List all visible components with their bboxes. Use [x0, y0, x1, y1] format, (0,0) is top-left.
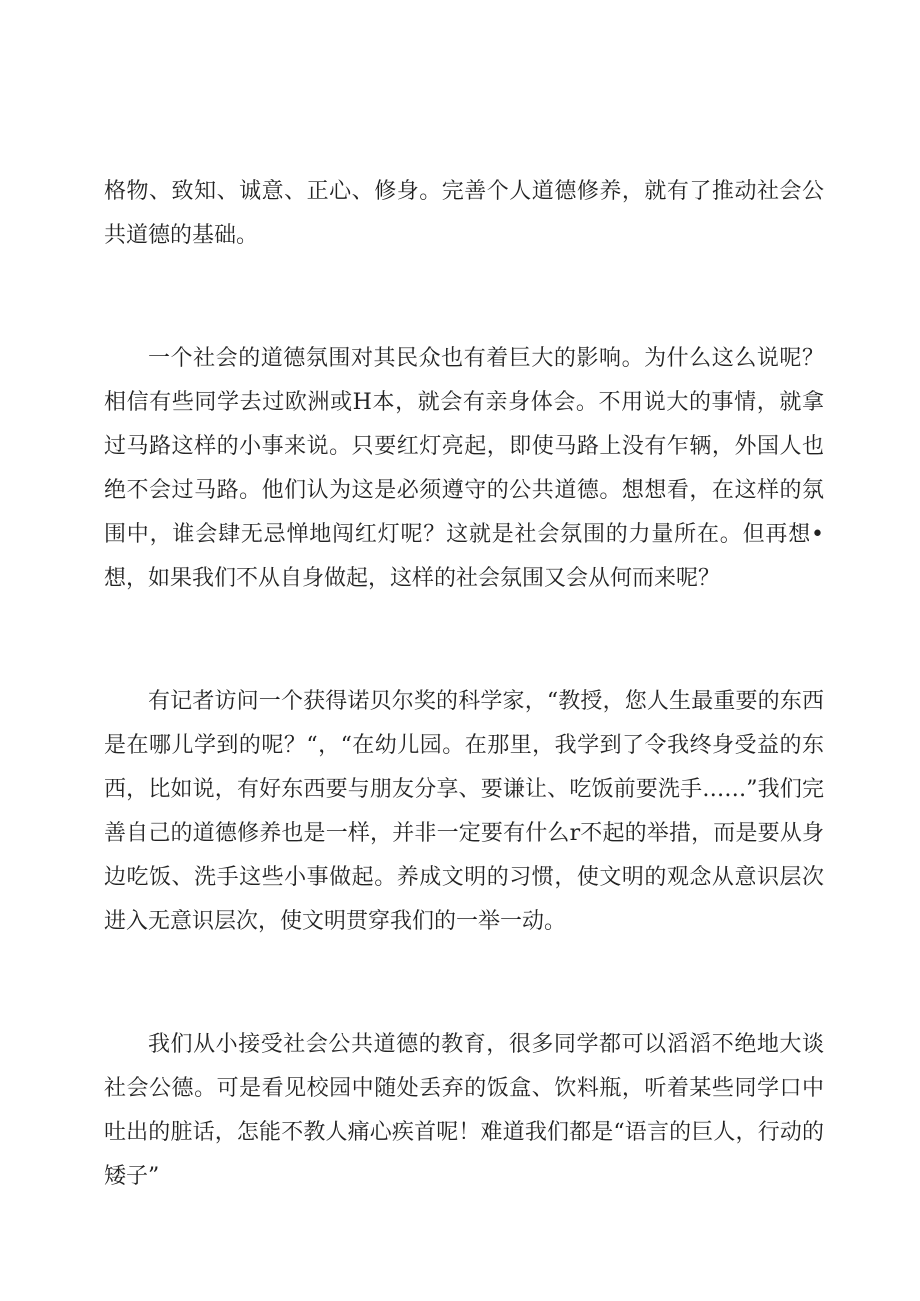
document-body — [104, 170, 824, 1199]
paragraph-public-morality: 我们从小接受社会公共道德的教育，很多同学都可以滔滔不绝地大谈社会公德。可是看见校园中随处丢弃的饭盒、饮料瓶，听着某些同学口中吐出的脏话，怎能不教人痛心疾首呢！难道我们都是“语言的巨人，行动的矮子” — [104, 1032, 824, 1189]
paragraph-continuation: 格物、致知、诚意、正心、修身。完善个人道德修养，就有了推动社会公共道德的基础。 — [104, 179, 824, 248]
paragraph-nobel-scientist: 有记者访问一个获得诺贝尔奖的科学家，“教授，您人生最重要的东西是在哪儿学到的呢？“，“在幼儿园。在那里，我学到了令我终身受益的东西，比如说，有好东西要与朋友分享、要谦让、吃饭前要洗手……”我们完善自己的道德修养也是一样，并非一定要有什么r不起的举措，而是要从身边吃饭、洗手这些小事做起。养成文明的习惯，使文明的观念从意识层次进入无意识层次，使文明贯穿我们的一举一动。 — [104, 689, 824, 934]
paragraph-social-atmosphere: 一个社会的道德氛围对其民众也有着巨大的影响。为什么这么说呢？相信有些同学去过欧洲或H本，就会有亲身体会。不用说大的事情，就拿过马路这样的小事来说。只要红灯亮起，即使马路上没有乍辆，外国人也绝不会过马路。他们认为这是必须遵守的公共道德。想想看，在这样的氛围中，谁会肆无忌惮地闯红灯呢？这就是社会氛围的力量所在。但再想•想，如果我们不从自身做起，这样的社会氛围又会从何而来呢？ — [104, 346, 824, 591]
